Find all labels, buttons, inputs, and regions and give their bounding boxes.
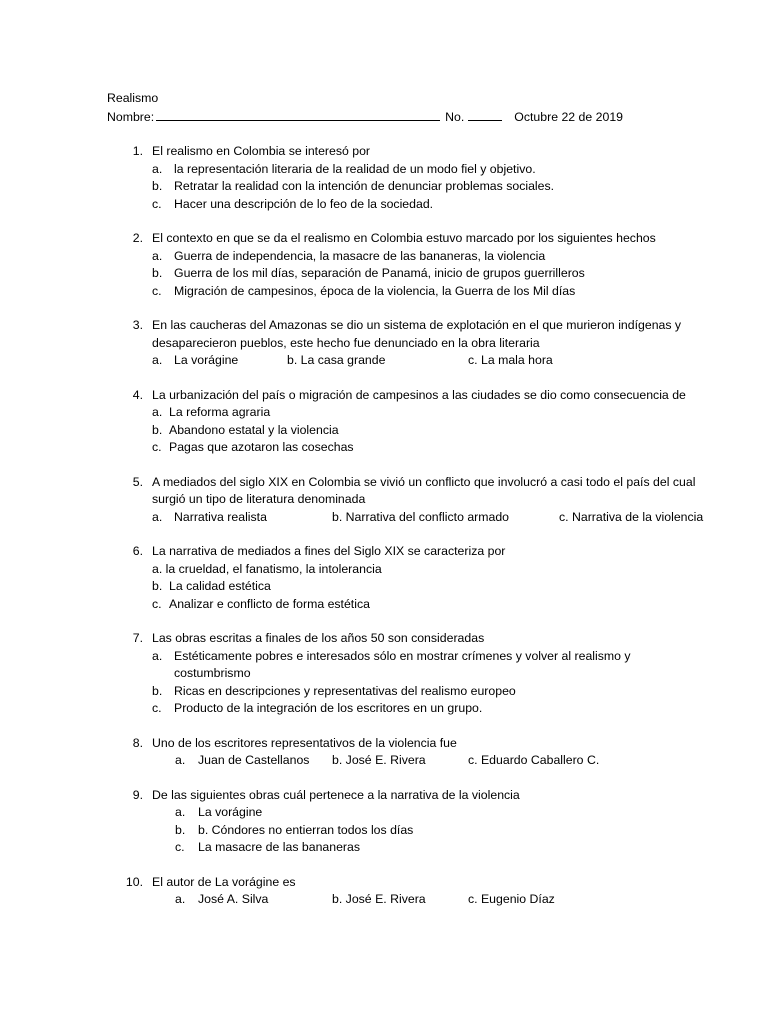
option <box>107 161 727 179</box>
option <box>107 178 727 196</box>
option-letter: a. <box>152 648 163 663</box>
option <box>107 596 727 614</box>
option-text: b. Narrativa del conflicto armado <box>332 509 510 524</box>
question-number: 1. <box>132 144 143 158</box>
option-text: b. La casa grande <box>287 353 386 367</box>
option-text: b. José E. Rivera <box>332 753 426 767</box>
inline-options <box>152 352 727 370</box>
question-text-line-1: A mediados del siglo XIX en Colombia se vivió un conflicto que involucró a casi todo el país del cual <box>152 474 696 489</box>
option-text: Retratar la realidad con la intención de denunciar problemas sociales. <box>174 179 555 193</box>
option-letter: b. <box>152 266 163 280</box>
worksheet-title: Realismo <box>107 91 159 105</box>
option-letter: c. <box>175 840 185 854</box>
option-text: Migración de campesinos, época de la violencia, la Guerra de los Mil días <box>174 283 576 298</box>
question-text: El autor de La vorágine es <box>152 874 296 889</box>
option-letter: c. <box>152 196 162 211</box>
option <box>107 822 727 840</box>
inline-options <box>152 752 727 770</box>
option-letter: c. <box>152 283 162 298</box>
option-text: Analizar e conflicto de forma estética <box>169 596 370 611</box>
option <box>107 283 727 301</box>
option-letter: b. <box>152 579 163 593</box>
option-letter: a. <box>152 161 163 176</box>
option-text: Guerra de los mil días, separación de Panamá, inicio de grupos guerrilleros <box>174 266 585 280</box>
question-1 <box>107 143 727 213</box>
option-text: la representación literaria de la realidad de un modo fiel y objetivo. <box>174 161 536 176</box>
question-number: 5. <box>132 474 143 489</box>
option-text: Ricas en descripciones y representativas del realismo europeo <box>174 683 516 698</box>
option <box>107 700 727 718</box>
option-text: La masacre de las bananeras <box>198 840 361 854</box>
option-letter: a. <box>175 805 186 819</box>
option-text: Narrativa realista <box>174 509 267 524</box>
header-info-line <box>107 108 727 127</box>
option <box>107 422 727 440</box>
option-text: b. Cóndores no entierran todos los días <box>198 822 414 837</box>
question-number: 7. <box>132 631 143 645</box>
question-4 <box>107 387 727 457</box>
option-text: Producto de la integración de los escritores en un grupo. <box>174 701 483 715</box>
question-text: Las obras escritas a finales de los años 50 son consideradas <box>152 631 485 645</box>
option-text: c. La mala hora <box>468 353 553 367</box>
option <box>107 561 727 579</box>
option <box>107 404 727 422</box>
option-letter: a. <box>175 892 186 906</box>
option <box>107 265 727 283</box>
question-9 <box>107 787 727 857</box>
no-blank <box>468 108 502 121</box>
option <box>107 196 727 214</box>
option-letter: b. <box>152 683 163 698</box>
question-7 <box>107 630 727 718</box>
option-text: La calidad estética <box>169 579 271 593</box>
option-letter: c. <box>152 596 162 611</box>
question-number: 4. <box>132 387 143 402</box>
option-letter: a. <box>152 509 163 524</box>
question-5 <box>107 474 727 527</box>
option-text: La vorágine <box>198 805 263 819</box>
option <box>107 804 727 822</box>
option-letter: a. <box>152 248 163 263</box>
option-text: La reforma agraria <box>169 405 271 419</box>
header-date: Octubre 22 de 2019 <box>514 109 623 124</box>
option-text: a. la crueldad, el fanatismo, la intolerancia <box>152 561 382 576</box>
option-letter: a. <box>152 353 163 367</box>
question-text: Uno de los escritores representativos de la violencia fue <box>152 735 457 750</box>
question-2 <box>107 230 727 300</box>
option-text-line-1: Estéticamente pobres e interesados sólo en mostrar crímenes y volver al realismo y <box>174 648 631 663</box>
question-10 <box>107 874 727 909</box>
nombre-blank <box>156 108 440 121</box>
question-text: La narrativa de mediados a fines del Siglo XIX se caracteriza por <box>152 544 506 558</box>
option-letter: c. <box>152 440 162 454</box>
option-text: c. Narrativa de la violencia <box>559 509 704 524</box>
option <box>107 439 727 457</box>
option <box>107 839 727 857</box>
inline-options <box>152 891 727 909</box>
option <box>107 248 727 266</box>
question-number: 6. <box>132 544 143 558</box>
option-letter: a. <box>152 405 163 419</box>
option <box>107 683 727 701</box>
option-text: Juan de Castellanos <box>198 753 310 767</box>
option-letter: b. <box>152 179 163 193</box>
question-text: El realismo en Colombia se interesó por <box>152 144 371 158</box>
option-text: Pagas que azotaron las cosechas <box>169 440 354 454</box>
option-text: Guerra de independencia, la masacre de las bananeras, la violencia <box>174 248 546 263</box>
option-text-line-2: costumbrismo <box>174 666 251 680</box>
option-text: c. Eduardo Caballero C. <box>468 753 600 767</box>
option <box>107 578 727 596</box>
option-text: Abandono estatal y la violencia <box>169 422 339 437</box>
option-text: La vorágine <box>174 353 239 367</box>
question-3 <box>107 317 727 370</box>
option-text: José A. Silva <box>198 892 269 906</box>
question-text-line-1: En las caucheras del Amazonas se dio un sistema de explotación en el que murieron indígenas y <box>152 318 682 332</box>
question-number: 10. <box>125 874 143 889</box>
question-number: 2. <box>132 231 143 245</box>
option-letter: c. <box>152 701 162 715</box>
question-text: La urbanización del país o migración de campesinos a las ciudades se dio como consecuencia de <box>152 387 686 402</box>
question-number: 9. <box>132 787 143 802</box>
question-6 <box>107 543 727 613</box>
option-text: c. Eugenio Díaz <box>468 892 555 906</box>
option-letter: b. <box>152 422 163 437</box>
question-number: 3. <box>132 318 143 332</box>
question-number: 8. <box>132 735 143 750</box>
question-text-line-2: surgió un tipo de literatura denominada <box>152 492 366 506</box>
question-8 <box>107 735 727 770</box>
option-text: Hacer una descripción de lo feo de la sociedad. <box>174 196 434 211</box>
option-letter: a. <box>175 753 186 767</box>
option <box>107 648 727 683</box>
question-text: El contexto en que se da el realismo en Colombia estuvo marcado por los siguientes hechos <box>152 231 656 245</box>
nombre-label: Nombre: <box>107 109 155 124</box>
option-text: b. José E. Rivera <box>332 892 426 906</box>
question-text-line-2: desaparecieron pueblos, este hecho fue denunciado en la obra literaria <box>152 335 540 350</box>
inline-options <box>152 509 727 527</box>
worksheet <box>107 90 727 909</box>
no-label: No. <box>445 109 465 124</box>
option-letter: b. <box>175 822 186 837</box>
question-text: De las siguientes obras cuál pertenece a la narrativa de la violencia <box>152 787 520 802</box>
